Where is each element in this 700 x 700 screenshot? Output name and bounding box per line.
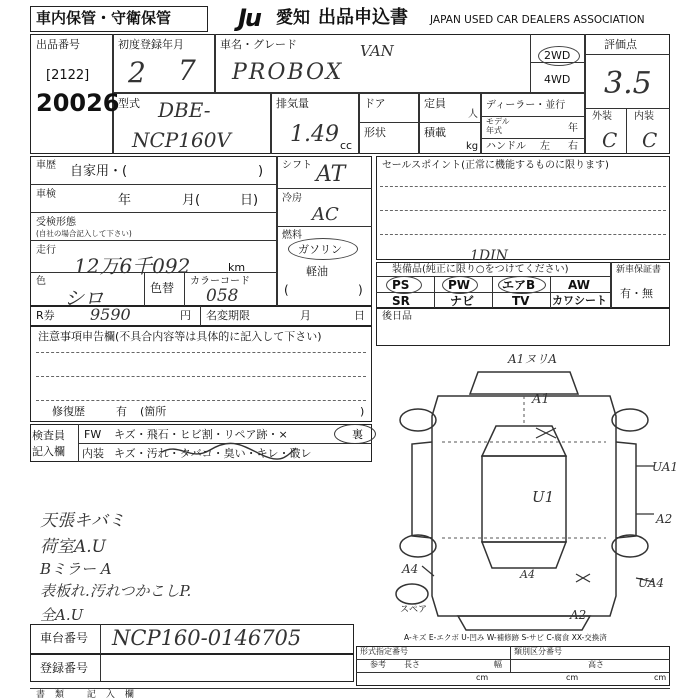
handle-left: 左 — [540, 141, 550, 152]
type-value-1: DBE- — [158, 98, 211, 122]
mark-right-a2: A2 — [656, 512, 673, 526]
diesel-label: 軽油 — [306, 265, 328, 278]
model-label: 車名・グレード — [220, 38, 297, 51]
damage-legend: A-キズ E-エクボ U-凹み W-補修跡 S-サビ C-腐食 XX-交換済 — [404, 633, 607, 642]
mark-right-ua4: UA4 — [638, 576, 665, 590]
deadline-day: 日 — [354, 309, 365, 322]
inspector-scribble — [160, 442, 300, 462]
mark-roof-u1: U1 — [532, 488, 555, 506]
equipment-leather: カワシート — [552, 294, 607, 307]
model-year-label-1: モデル — [486, 117, 510, 126]
interior-grade: C — [642, 128, 658, 152]
exterior-grade: C — [602, 128, 618, 152]
fuel-circle — [288, 238, 358, 260]
equipment-pw: PW — [448, 278, 471, 292]
model-name: PROBOX — [232, 60, 344, 85]
r-ticket-value: 9590 — [90, 305, 131, 324]
registration-year: 2 — [128, 56, 146, 89]
spare-label: スペア — [400, 605, 428, 615]
registration-label: 初度登録年月 — [118, 38, 184, 51]
inspector-label-1: 検査員 — [32, 429, 65, 442]
later-frame — [376, 308, 670, 346]
note-line-3: Bミラー A — [40, 560, 112, 578]
load-label: 積載 — [424, 126, 446, 139]
cc-unit: cc — [340, 139, 353, 152]
color-code-label: カラーコード — [190, 276, 250, 287]
repair-value: 有 — [116, 405, 127, 418]
inspector-label-2: 記入欄 — [32, 445, 65, 458]
drive-2wd: 2WD — [544, 49, 571, 62]
drive-2wd-circle — [538, 46, 580, 66]
drive-4wd: 4WD — [544, 73, 571, 86]
inspection-month-unit: 月( — [182, 193, 201, 208]
equipment-sr: SR — [392, 294, 410, 308]
r-ticket-label: R券 — [36, 309, 55, 322]
lot-number: 20026 — [36, 89, 120, 117]
mileage-value: 12万6千092 — [74, 254, 191, 278]
fuel-paren-close: ) — [358, 283, 363, 297]
chassis-label: 車台番号 — [40, 631, 89, 645]
equipment-label: 装備品(純正に限り○をつけてください) — [392, 264, 569, 275]
plate-label: 登録番号 — [40, 661, 89, 675]
ac-value: AC — [312, 204, 339, 225]
equipment-note: 1DIN — [470, 248, 508, 264]
note-line-4: 表板れ.汚れつかこしP. — [40, 582, 192, 600]
equipment-aw: AW — [568, 278, 590, 292]
deadline-label: 名変期限 — [206, 309, 250, 322]
fuel-paren-open: ( — [284, 283, 289, 297]
handle-label: ハンドル — [486, 141, 526, 152]
airbag-circle — [498, 276, 546, 294]
km-unit: km — [228, 261, 246, 274]
shift-value: AT — [316, 162, 346, 187]
shape-label: 形状 — [364, 126, 386, 139]
cert-cm-3: cm — [654, 673, 667, 682]
r-ticket-yen: 円 — [180, 309, 191, 322]
inspector-interior: 内装 — [82, 447, 104, 460]
pw-circle — [442, 276, 478, 294]
new-car-value: 有・無 — [620, 287, 653, 300]
mark-bottom-a2: A2 — [570, 608, 587, 622]
org-name: 愛知 — [276, 8, 310, 28]
cert-type-label: 形式指定番号 — [360, 647, 408, 656]
inspector-row1-end: 裏 — [352, 428, 363, 441]
notes-label: 注意事項申告欄(不具合内容等は具体的に記入して下さい) — [38, 330, 322, 343]
displacement-label: 排気量 — [276, 97, 309, 110]
fuel-label: 燃料 — [282, 230, 302, 241]
handle-right: 右 — [568, 141, 578, 152]
equipment-ps: PS — [392, 278, 410, 292]
note-line-2: 荷室A.U — [40, 537, 107, 557]
mark-rear-a4: A4 — [520, 568, 535, 581]
storage-label: 車内保管・守衛保管 — [36, 9, 172, 27]
history-label: 車歴 — [36, 160, 56, 171]
cert-length: 長さ — [404, 660, 420, 669]
cert-cm-2: cm — [566, 673, 579, 682]
mark-right-ua1: UA1 — [652, 460, 679, 474]
inspector-row1: キズ・飛石・ヒビ割・リペア跡・× — [114, 428, 288, 441]
equipment-tv: TV — [512, 294, 530, 308]
ps-circle — [386, 276, 422, 294]
mileage-label: 走行 — [36, 245, 56, 256]
sales-point-label: セールスポイント(正常に機能するものに限ります) — [382, 160, 609, 171]
mark-left-a4: A4 — [402, 562, 419, 576]
note-line-1: 天張キバミ — [40, 511, 125, 531]
inspector-row2: キズ・汚れ・タバコ・臭い・キレ・破レ — [114, 447, 312, 460]
lot-label: 出品番号 — [36, 38, 80, 51]
cert-ref-1: 参考 — [370, 660, 386, 669]
repair-label: 修復歴 — [52, 405, 85, 418]
bottom-docs: 書類 記入欄 — [36, 690, 144, 700]
color-value: シロ — [64, 286, 104, 310]
door-label: ドア — [364, 97, 386, 110]
sales-point-frame — [376, 156, 670, 260]
displacement-value: 1.49 — [290, 122, 339, 147]
type-value-2: NCP160V — [132, 128, 231, 152]
history-close: ) — [258, 164, 264, 179]
grade-label: 評価点 — [604, 38, 637, 51]
color-label: 色 — [36, 276, 46, 287]
type-label: 型式 — [118, 97, 140, 110]
association-name: JAPAN USED CAR DEALERS ASSOCIATION — [430, 14, 645, 26]
lot-sub-number: [2122] — [46, 68, 90, 83]
receipt-label: 受検形態 — [36, 217, 76, 228]
receipt-note: (自社の場合記入して下さい) — [36, 229, 132, 238]
form-title: 出品申込書 — [318, 7, 408, 28]
mark-hood-a1: A1 — [532, 392, 550, 407]
fuel-value: ガソリン — [298, 243, 342, 256]
equipment-navi: ナビ — [450, 294, 475, 308]
inspection-year-unit: 年 — [118, 193, 132, 208]
history-value: 自家用・( — [70, 164, 128, 179]
color-change-label: 色替 — [150, 281, 175, 295]
grade-score: 3.5 — [604, 66, 652, 101]
inspection-day-unit: 日) — [240, 193, 259, 208]
year-unit: 年 — [568, 123, 578, 134]
later-label: 後日品 — [382, 311, 412, 322]
recycle-frame — [30, 306, 372, 326]
ac-label: 冷房 — [282, 193, 302, 204]
exterior-label: 外装 — [592, 111, 612, 122]
car-damage-diagram — [378, 346, 673, 636]
model-grade: VAN — [360, 42, 394, 60]
inspection-label: 車検 — [36, 189, 56, 200]
color-code-value: 058 — [206, 286, 239, 306]
repair-close: ) — [360, 405, 365, 418]
mark-roof-a1: A1ヌリA — [508, 352, 557, 366]
registration-month: 7 — [178, 54, 196, 87]
person-unit: 人 — [468, 109, 478, 120]
interior-label: 内装 — [634, 111, 654, 122]
cert-height: 高さ — [588, 660, 604, 669]
deadline-month: 月 — [300, 309, 311, 322]
capacity-label: 定員 — [424, 97, 446, 110]
dealer-label: ディーラー・並行 — [486, 100, 566, 111]
cert-class-label: 類別区分番号 — [514, 647, 562, 656]
shift-label: シフト — [282, 160, 312, 171]
equipment-airbag: エアB — [502, 278, 536, 292]
ju-logo: Ju — [238, 4, 261, 32]
repair-place: (箇所 — [140, 405, 167, 418]
inspector-x-circle — [334, 424, 376, 444]
cert-cm-1: cm — [476, 673, 489, 682]
note-line-5: 全A.U — [40, 606, 84, 624]
new-car-label: 新車保証書 — [616, 265, 662, 275]
inspector-fw: FW — [84, 428, 102, 441]
cert-width: 幅 — [494, 660, 502, 669]
chassis-number: NCP160-0146705 — [112, 626, 302, 650]
kg-unit: kg — [466, 141, 479, 152]
model-year-label-2: 年式 — [486, 126, 502, 135]
